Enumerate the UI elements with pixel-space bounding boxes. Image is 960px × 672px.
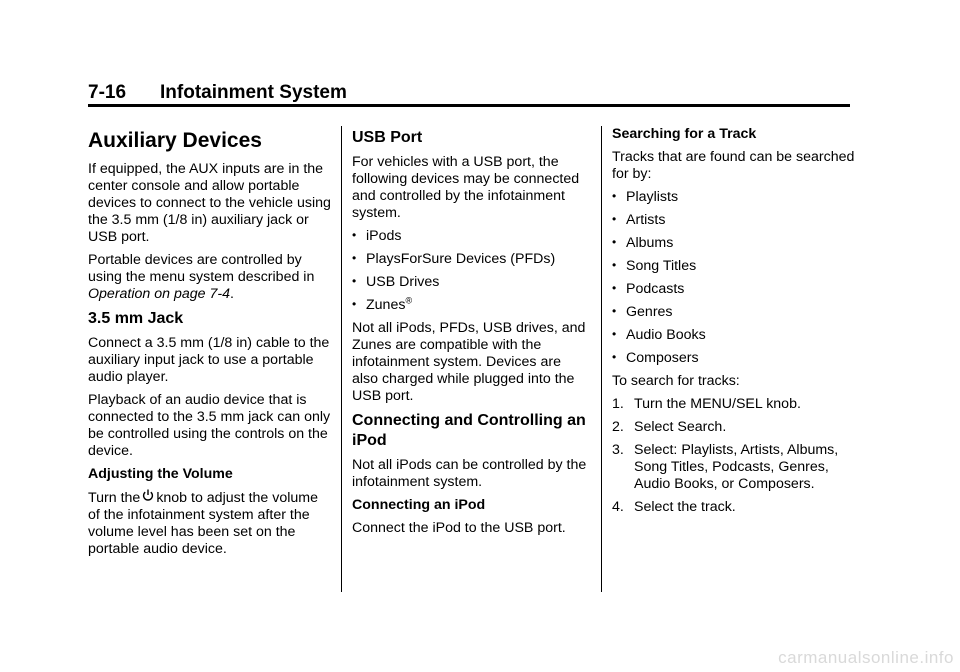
step-item [612, 442, 857, 493]
list-item-text: USB Drives [366, 274, 440, 290]
bullet-icon: • [352, 274, 357, 288]
list-item-text: Genres [626, 304, 673, 320]
power-icon [142, 489, 154, 506]
ipod-connect-paragraph: Connect the iPod to the USB port. [352, 520, 566, 536]
step-text: Turn the MENU/SEL knob. [634, 396, 801, 412]
column-auxiliary-devices [88, 126, 333, 564]
bullet-icon: • [352, 228, 357, 242]
column-divider-1 [341, 126, 342, 592]
page-header [88, 82, 850, 107]
column-divider-2 [601, 126, 602, 592]
list-item-text: Composers [626, 350, 699, 366]
list-item [612, 235, 857, 252]
list-item [612, 350, 857, 367]
list-item-text: Podcasts [626, 281, 685, 297]
volume-text-end: knob to adjust the volume of the infotainment system after the volume level has been set on the portable audio device. [88, 490, 318, 557]
aux-intro-paragraph: If equipped, the AUX inputs are in the center console and allow portable devices to connect to the vehicle using the 3.5 mm (1/8 in) auxiliary jack or USB port. [88, 161, 331, 245]
list-item-text: Artists [626, 212, 666, 228]
auxiliary-devices-heading: Auxiliary Devices [88, 129, 262, 152]
list-item [612, 258, 857, 275]
list-item-text: Zunes [366, 297, 406, 313]
step-item [612, 499, 857, 516]
adjust-volume-paragraph [88, 489, 333, 558]
volume-text-start: Turn the [88, 490, 141, 506]
bullet-icon: • [612, 327, 617, 341]
bullet-icon: • [612, 235, 617, 249]
aux-menu-paragraph [88, 252, 333, 303]
jack-heading: 3.5 mm Jack [88, 310, 184, 327]
step-number: 3. [612, 442, 624, 458]
usb-compat-paragraph: Not all iPods, PFDs, USB drives, and Zunes are compatible with the infotainment system. Devices are also charged while plugged into the USB port. [352, 320, 586, 404]
list-item [612, 304, 857, 321]
usb-intro-paragraph: For vehicles with a USB port, the following devices may be connected and controlled by the infotainment system. [352, 154, 580, 221]
step-number: 2. [612, 419, 624, 435]
list-item-text: PlaysForSure Devices (PFDs) [366, 251, 556, 267]
list-item [352, 274, 590, 291]
aux-menu-text: Portable devices are controlled by using the menu system described in [88, 252, 315, 285]
connecting-ipod-heading: Connecting and Controlling an iPod [352, 412, 586, 449]
bullet-icon: • [612, 212, 617, 226]
usb-device-list [352, 228, 590, 314]
list-item-text: Albums [626, 235, 674, 251]
list-item [612, 189, 857, 206]
section-title: Infotainment System [160, 82, 347, 103]
bullet-icon: • [352, 251, 357, 265]
list-item-text: Song Titles [626, 258, 697, 274]
jack-playback-paragraph: Playback of an audio device that is connected to the 3.5 mm jack can only be controlled using the controls on the device. [88, 392, 331, 459]
column-search-track [612, 126, 857, 522]
step-item [612, 396, 857, 413]
bullet-icon: • [352, 297, 357, 311]
step-number: 4. [612, 499, 624, 515]
column-usb-port [352, 126, 590, 543]
list-item-text: iPods [366, 228, 402, 244]
page-number: 7-16 [88, 82, 127, 103]
step-item [612, 419, 857, 436]
bullet-icon: • [612, 281, 617, 295]
step-text: Select the track. [634, 499, 736, 515]
jack-connect-paragraph: Connect a 3.5 mm (1/8 in) cable to the auxiliary input jack to use a portable audio player. [88, 335, 330, 385]
step-number: 1. [612, 396, 624, 412]
step-text: Select Search. [634, 419, 727, 435]
list-item [612, 327, 857, 344]
list-item-text: Playlists [626, 189, 679, 205]
usb-port-heading: USB Port [352, 129, 423, 146]
search-category-list [612, 189, 857, 367]
searching-track-heading: Searching for a Track [612, 126, 757, 142]
list-item [612, 212, 857, 229]
list-item [352, 251, 590, 268]
bullet-icon: • [612, 189, 617, 203]
connecting-ipod-subheading: Connecting an iPod [352, 497, 486, 513]
registered-mark: ® [405, 295, 413, 306]
site-watermark: carmanualsonline.info [778, 648, 954, 667]
search-steps-intro: To search for tracks: [612, 373, 740, 389]
search-intro-paragraph: Tracks that are found can be searched for by: [612, 149, 855, 182]
step-text: Select: Playlists, Artists, Albums, Song Titles, Podcasts, Genres, Audio Books, or Composers. [634, 442, 839, 492]
list-item-text: Audio Books [626, 327, 706, 343]
list-item [612, 281, 857, 298]
ipod-control-paragraph: Not all iPods can be controlled by the infotainment system. [352, 457, 587, 490]
bullet-icon: • [612, 258, 617, 272]
list-item [352, 297, 590, 314]
bullet-icon: • [612, 304, 617, 318]
operation-page-link[interactable]: Operation on page 7-4 [88, 286, 230, 302]
adjust-volume-heading: Adjusting the Volume [88, 466, 233, 482]
search-steps-list [612, 396, 857, 516]
aux-menu-period: . [229, 286, 234, 302]
bullet-icon: • [612, 350, 617, 364]
list-item [352, 228, 590, 245]
